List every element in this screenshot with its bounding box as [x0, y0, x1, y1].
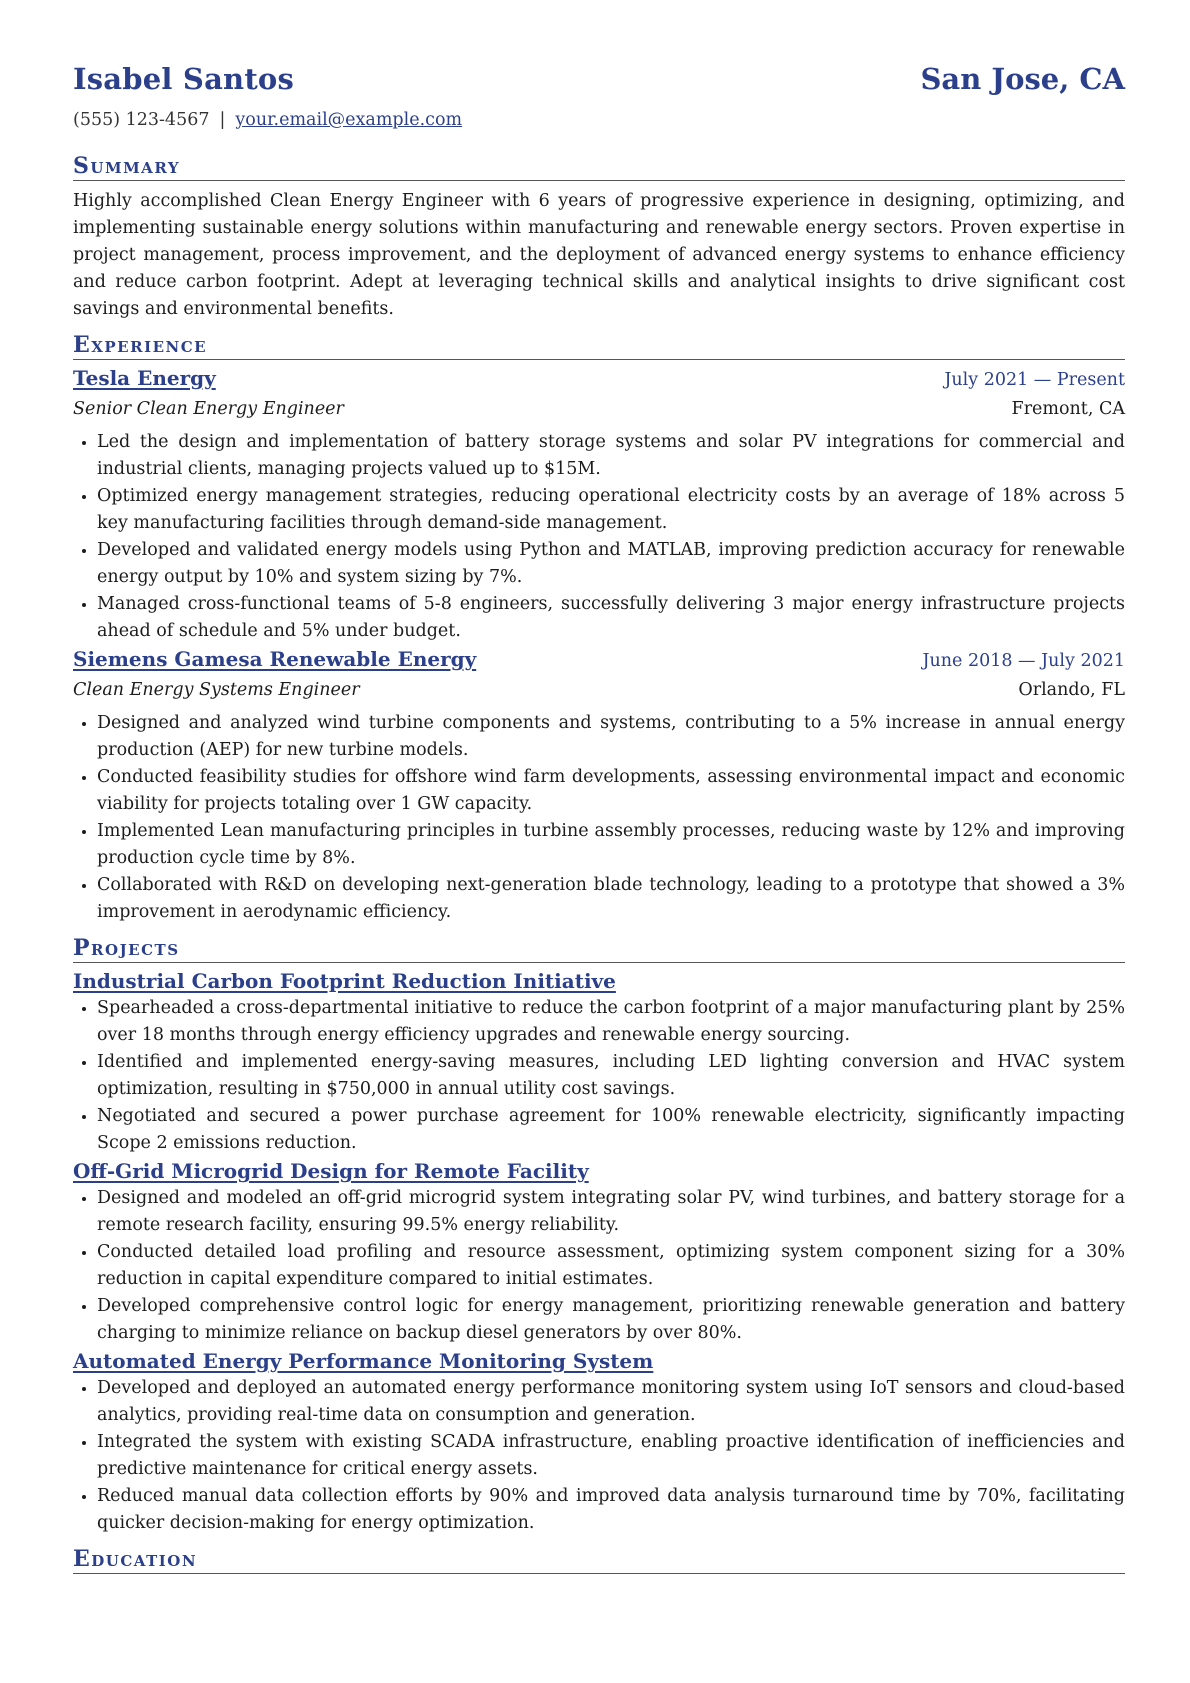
section-title-summary: Summary: [73, 152, 1125, 181]
project-bullets: [73, 1185, 1125, 1347]
contact-line: [73, 110, 1125, 142]
job-dates: June 2018 — July 2021: [922, 651, 1125, 671]
phone-number: (555) 123-4567: [73, 110, 210, 130]
bullet-item: • Identified and implemented energy-saving measures, including LED lighting conversion and HVAC system optimization, resulting in $750,000 in annual utility cost savings.: [97, 1049, 1125, 1103]
resume-header: [73, 62, 1125, 106]
bullet-item: • Led the design and implementation of battery storage systems and solar PV integrations for commercial and industrial clients, managing projects valued up to $15M.: [97, 429, 1125, 483]
project-bullets: [73, 1375, 1125, 1537]
bullet-item: • Reduced manual data collection efforts by 90% and improved data analysis turnaround time by 70%, facilitating quicker decision-making for energy optimization.: [97, 1483, 1125, 1537]
company-name[interactable]: Siemens Gamesa Renewable Energy: [73, 647, 477, 671]
bullet-item: • Designed and modeled an off-grid microgrid system integrating solar PV, wind turbines, and battery storage for a remote research facility, ensuring 99.5% energy reliability.: [97, 1185, 1125, 1239]
job-entry: [73, 645, 1125, 926]
bullet-item: • Developed and validated energy models using Python and MATLAB, improving prediction accuracy for renewable energy output by 10% and system sizing by 7%.: [97, 537, 1125, 591]
contact-separator: |: [219, 110, 226, 130]
project-entry: [73, 1347, 1125, 1537]
bullet-item: • Optimized energy management strategies, reducing operational electricity costs by an average of 18% across 5 key manufacturing facilities through demand-side management.: [97, 483, 1125, 537]
bullet-item: • Collaborated with R&D on developing next-generation blade technology, leading to a prototype that showed a 3% improvement in aerodynamic efficiency.: [97, 872, 1125, 926]
project-title[interactable]: Industrial Carbon Footprint Reduction Initiative: [73, 969, 616, 993]
job-location: Fremont, CA: [1011, 399, 1125, 419]
summary-text: Highly accomplished Clean Energy Engineer with 6 years of progressive experience in designing, optimizing, and implementing sustainable energy solutions within manufacturing and renewable energy sectors. Proven expertise in project management, process improvement, and the deployment of advanced energy systems to enhance efficiency and reduce carbon footprint. Adept at leveraging technical skills and analytical insights to drive significant cost savings and environmental benefits.: [73, 191, 1125, 319]
candidate-name: Isabel Santos: [73, 62, 295, 96]
bullet-item: • Managed cross-functional teams of 5-8 engineers, successfully delivering 3 major energy infrastructure projects ahead of schedule and 5% under budget.: [97, 591, 1125, 645]
project-title[interactable]: Automated Energy Performance Monitoring System: [73, 1349, 654, 1373]
job-location: Orlando, FL: [1018, 680, 1125, 700]
section-title-education: Education: [73, 1545, 1125, 1574]
candidate-city: San Jose, CA: [920, 62, 1125, 96]
bullet-item: • Conducted feasibility studies for offshore wind farm developments, assessing environmental impact and economic viability for projects totaling over 1 GW capacity.: [97, 764, 1125, 818]
resume-page: [73, 62, 1125, 1574]
project-bullets: [73, 995, 1125, 1157]
job-role: Clean Energy Systems Engineer: [73, 680, 360, 700]
job-role: Senior Clean Energy Engineer: [73, 399, 344, 419]
job-entry: [73, 364, 1125, 645]
job-bullets: [73, 710, 1125, 926]
bullet-item: • Designed and analyzed wind turbine components and systems, contributing to a 5% increase in annual energy production (AEP) for new turbine models.: [97, 710, 1125, 764]
bullet-item: • Spearheaded a cross-departmental initiative to reduce the carbon footprint of a major manufacturing plant by 25% over 18 months through energy efficiency upgrades and renewable energy sourcing.: [97, 995, 1125, 1049]
section-title-experience: Experience: [73, 331, 1125, 360]
bullet-item: • Developed comprehensive control logic for energy management, prioritizing renewable generation and battery charging to minimize reliance on backup diesel generators by over 80%.: [97, 1293, 1125, 1347]
bullet-item: • Integrated the system with existing SCADA infrastructure, enabling proactive identification of inefficiencies and predictive maintenance for critical energy assets.: [97, 1429, 1125, 1483]
bullet-item: • Developed and deployed an automated energy performance monitoring system using IoT sensors and cloud-based analytics, providing real-time data on consumption and generation.: [97, 1375, 1125, 1429]
job-bullets: [73, 429, 1125, 645]
project-title[interactable]: Off-Grid Microgrid Design for Remote Facility: [73, 1159, 589, 1183]
section-title-projects: Projects: [73, 934, 1125, 963]
project-entry: [73, 967, 1125, 1157]
bullet-item: • Implemented Lean manufacturing principles in turbine assembly processes, reducing waste by 12% and improving production cycle time by 8%.: [97, 818, 1125, 872]
job-dates: July 2021 — Present: [944, 370, 1125, 390]
company-name[interactable]: Tesla Energy: [73, 366, 216, 390]
email-link[interactable]: your.email@example.com: [235, 110, 463, 130]
project-entry: [73, 1157, 1125, 1347]
bullet-item: • Negotiated and secured a power purchase agreement for 100% renewable electricity, significantly impacting Scope 2 emissions reduction.: [97, 1103, 1125, 1157]
bullet-item: • Conducted detailed load profiling and resource assessment, optimizing system component sizing for a 30% reduction in capital expenditure compared to initial estimates.: [97, 1239, 1125, 1293]
